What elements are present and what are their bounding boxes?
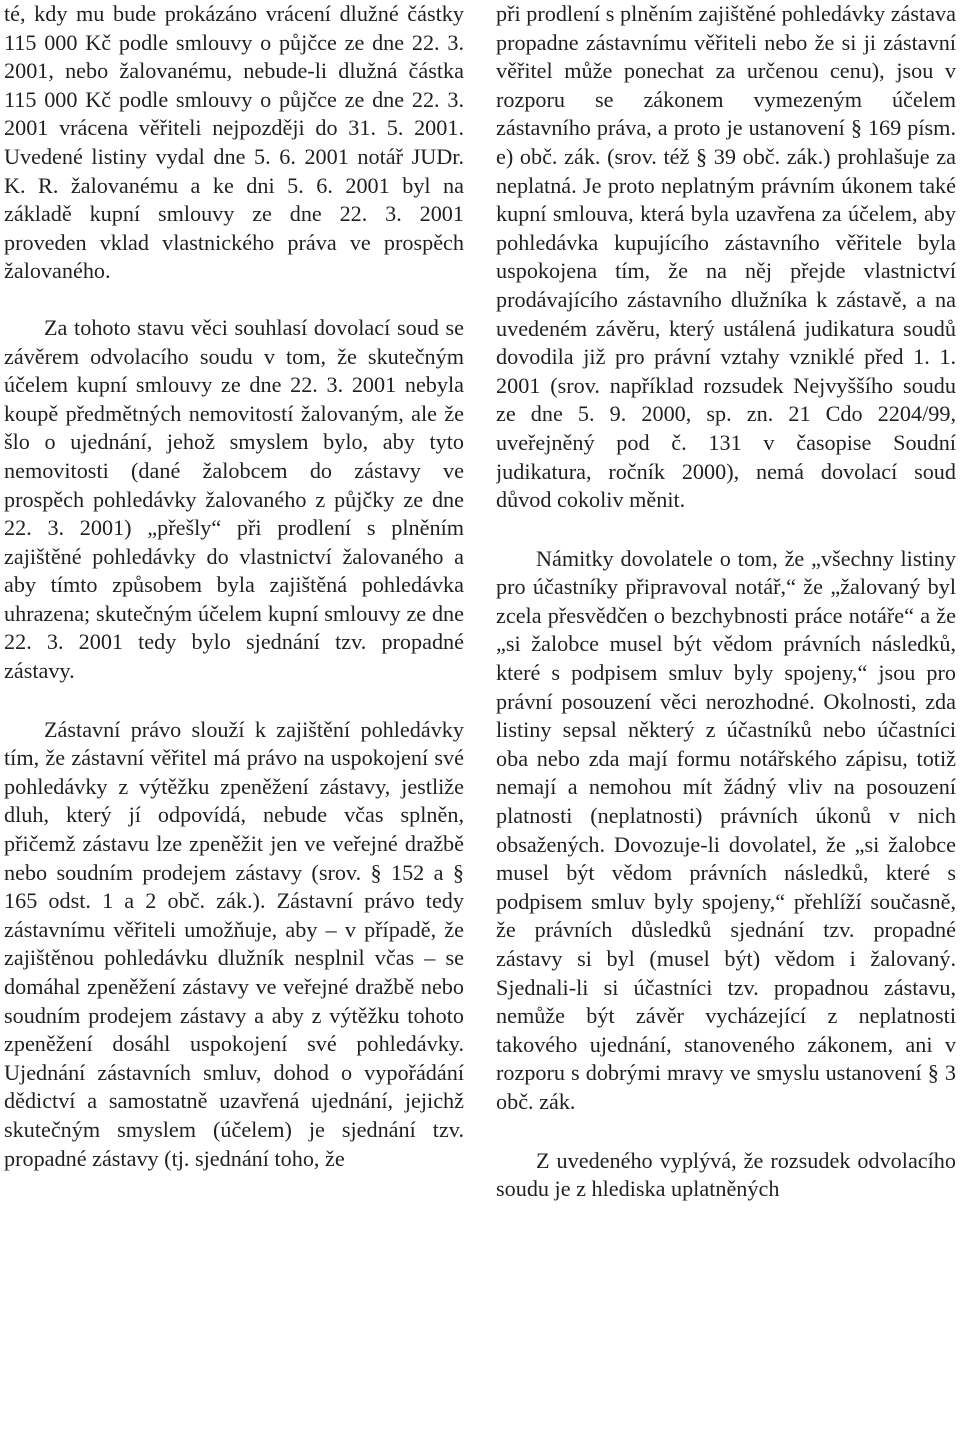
paragraph-objections: Námitky dovolatele o tom, že „všechny listiny pro účastníky připravoval notář,“ že „žalovaný byl zcela přesvědčen o bezchybnosti práce notáře“ a že „si žalobce musel být vědom právních následků, které s podpisem smluv byly spojeny,“ jsou pro právní posouzení věci nerozhodné. Okolnosti, zda listiny sepsal některý z účastníků nebo účastníci oba nebo zda mají formu notářského zápisu, totiž nemají a nemohou mít žádný vliv na posouzení platnosti (neplatnosti) právních úkonů v nich obsažených. Dovozuje-li dovolatel, že „si žalobce musel být vědom právních následků, které s podpisem smluv byly spojeny,“ přehlíží současně, že právních důsledků sjednání tzv. propadné zástavy si byl (musel být) vědom i žalovaný. Sjednali-li si účastníci tzv. propadnou zástavu, nemůže být závěr vycházející z neplatnosti takového ujednání, stanoveného zákonem, ani v rozporu s dobrými mravy ve smyslu ustanovení § 3 obč. zák.: [496, 545, 956, 1114]
paragraph-lien-right: Zástavní právo slouží k zajištění pohledávky tím, že zástavní věřitel má právo na uspokojení své pohledávky z výtěžku zpeněžení zástavy, jestliže dluh, který jí odpovídá, nebude včas splněn, přičemž zástavu lze zpeněžit jen ve veřejné dražbě nebo soudním prodejem zástavy (srov. § 152 a § 165 odst. 1 a 2 obč. zák.). Zástavní právo tedy zástavnímu věřiteli umožňuje, aby – v případě, že zajištěnou pohledávku dlužník nesplnil včas – se domáhal zpeněžení zástavy ve veřejné dražbě nebo soudním prodejem zástavy a aby z výtěžku tohoto zpeněžení dosáhl uspokojení své pohledávky. Ujednání zástavních smluv, dohod o vypořádání dědictví a samostatně uzavřená ujednání, jejichž skutečným smyslem (účelem) je sjednání tzv. propadné zástavy (tj. sjednání toho, že: [4, 716, 464, 1171]
paragraph-conclusion: Z uvedeného vyplývá, že rozsudek odvolacího soudu je z hlediska uplatněných: [496, 1147, 956, 1202]
right-column: [496, 0, 956, 1437]
paragraph-continuation: té, kdy mu bude prokázáno vrácení dlužné částky 115 000 Kč podle smlouvy o půjčce ze dne 22. 3. 2001, nebo žalovanému, nebude-li dlužná částka 115 000 Kč podle smlouvy o půjčce ze dne 22. 3. 2001 vrácena věřiteli nejpozději do 31. 5. 2001. Uvedené listiny vydal dne 5. 6. 2001 notář JUDr. K. R. žalovanému a ke dni 5. 6. 2001 byl na základě kupní smlouvy ze dne 22. 3. 2001 proveden vklad vlastnického práva ve prospěch žalovaného.: [4, 1, 464, 284]
left-column: [4, 0, 464, 1437]
paragraph-lien-continuation: při prodlení s plněním zajištěné pohledávky zástava propadne zástavnímu věřiteli nebo že si ji zástavní věřitel může ponechat za určenou cenu), jsou v rozporu se zákonem vymezeným účelem zástavního práva, a proto je ustanovení § 169 písm. e) obč. zák. (srov. též § 39 obč. zák.) prohlašuje za neplatná. Je proto neplatným právním úkonem také kupní smlouva, která byla uzavřena za účelem, aby pohledávka kupujícího zástavního věřitele byla uspokojena tím, že na něj přejde vlastnictví prodávajícího zástavního dlužníka k zástavě, a na uvedeném závěru, který ustálená judikatura soudů dovodila již pro právní vztahy vzniklé před 1. 1. 2001 (srov. například rozsudek Nejvyššího soudu ze dne 5. 9. 2000, sp. zn. 21 Cdo 2204/99, uveřejněný pod č. 131 v časopise Soudní judikatura, ročník 2000), nemá dovolací soud důvod cokoliv měnit.: [496, 1, 956, 513]
paragraph-court-agreement: Za tohoto stavu věci souhlasí dovolací soud se závěrem odvolacího soudu v tom, že skutečným účelem kupní smlouvy ze dne 22. 3. 2001 nebyla koupě předmětných nemovitostí žalovaným, ale že šlo o ujednání, jehož smyslem bylo, aby tyto nemovitosti (dané žalobcem do zástavy ve prospěch pohledávky žalovaného z půjčky ze dne 22. 3. 2001) „přešly“ při prodlení s plněním zajištěné pohledávky do vlastnictví žalovaného a aby tímto způsobem byla zajištěná pohledávka uhrazena; skutečným účelem kupní smlouvy ze dne 22. 3. 2001 tedy bylo sjednání tzv. propadné zástavy.: [4, 314, 464, 684]
